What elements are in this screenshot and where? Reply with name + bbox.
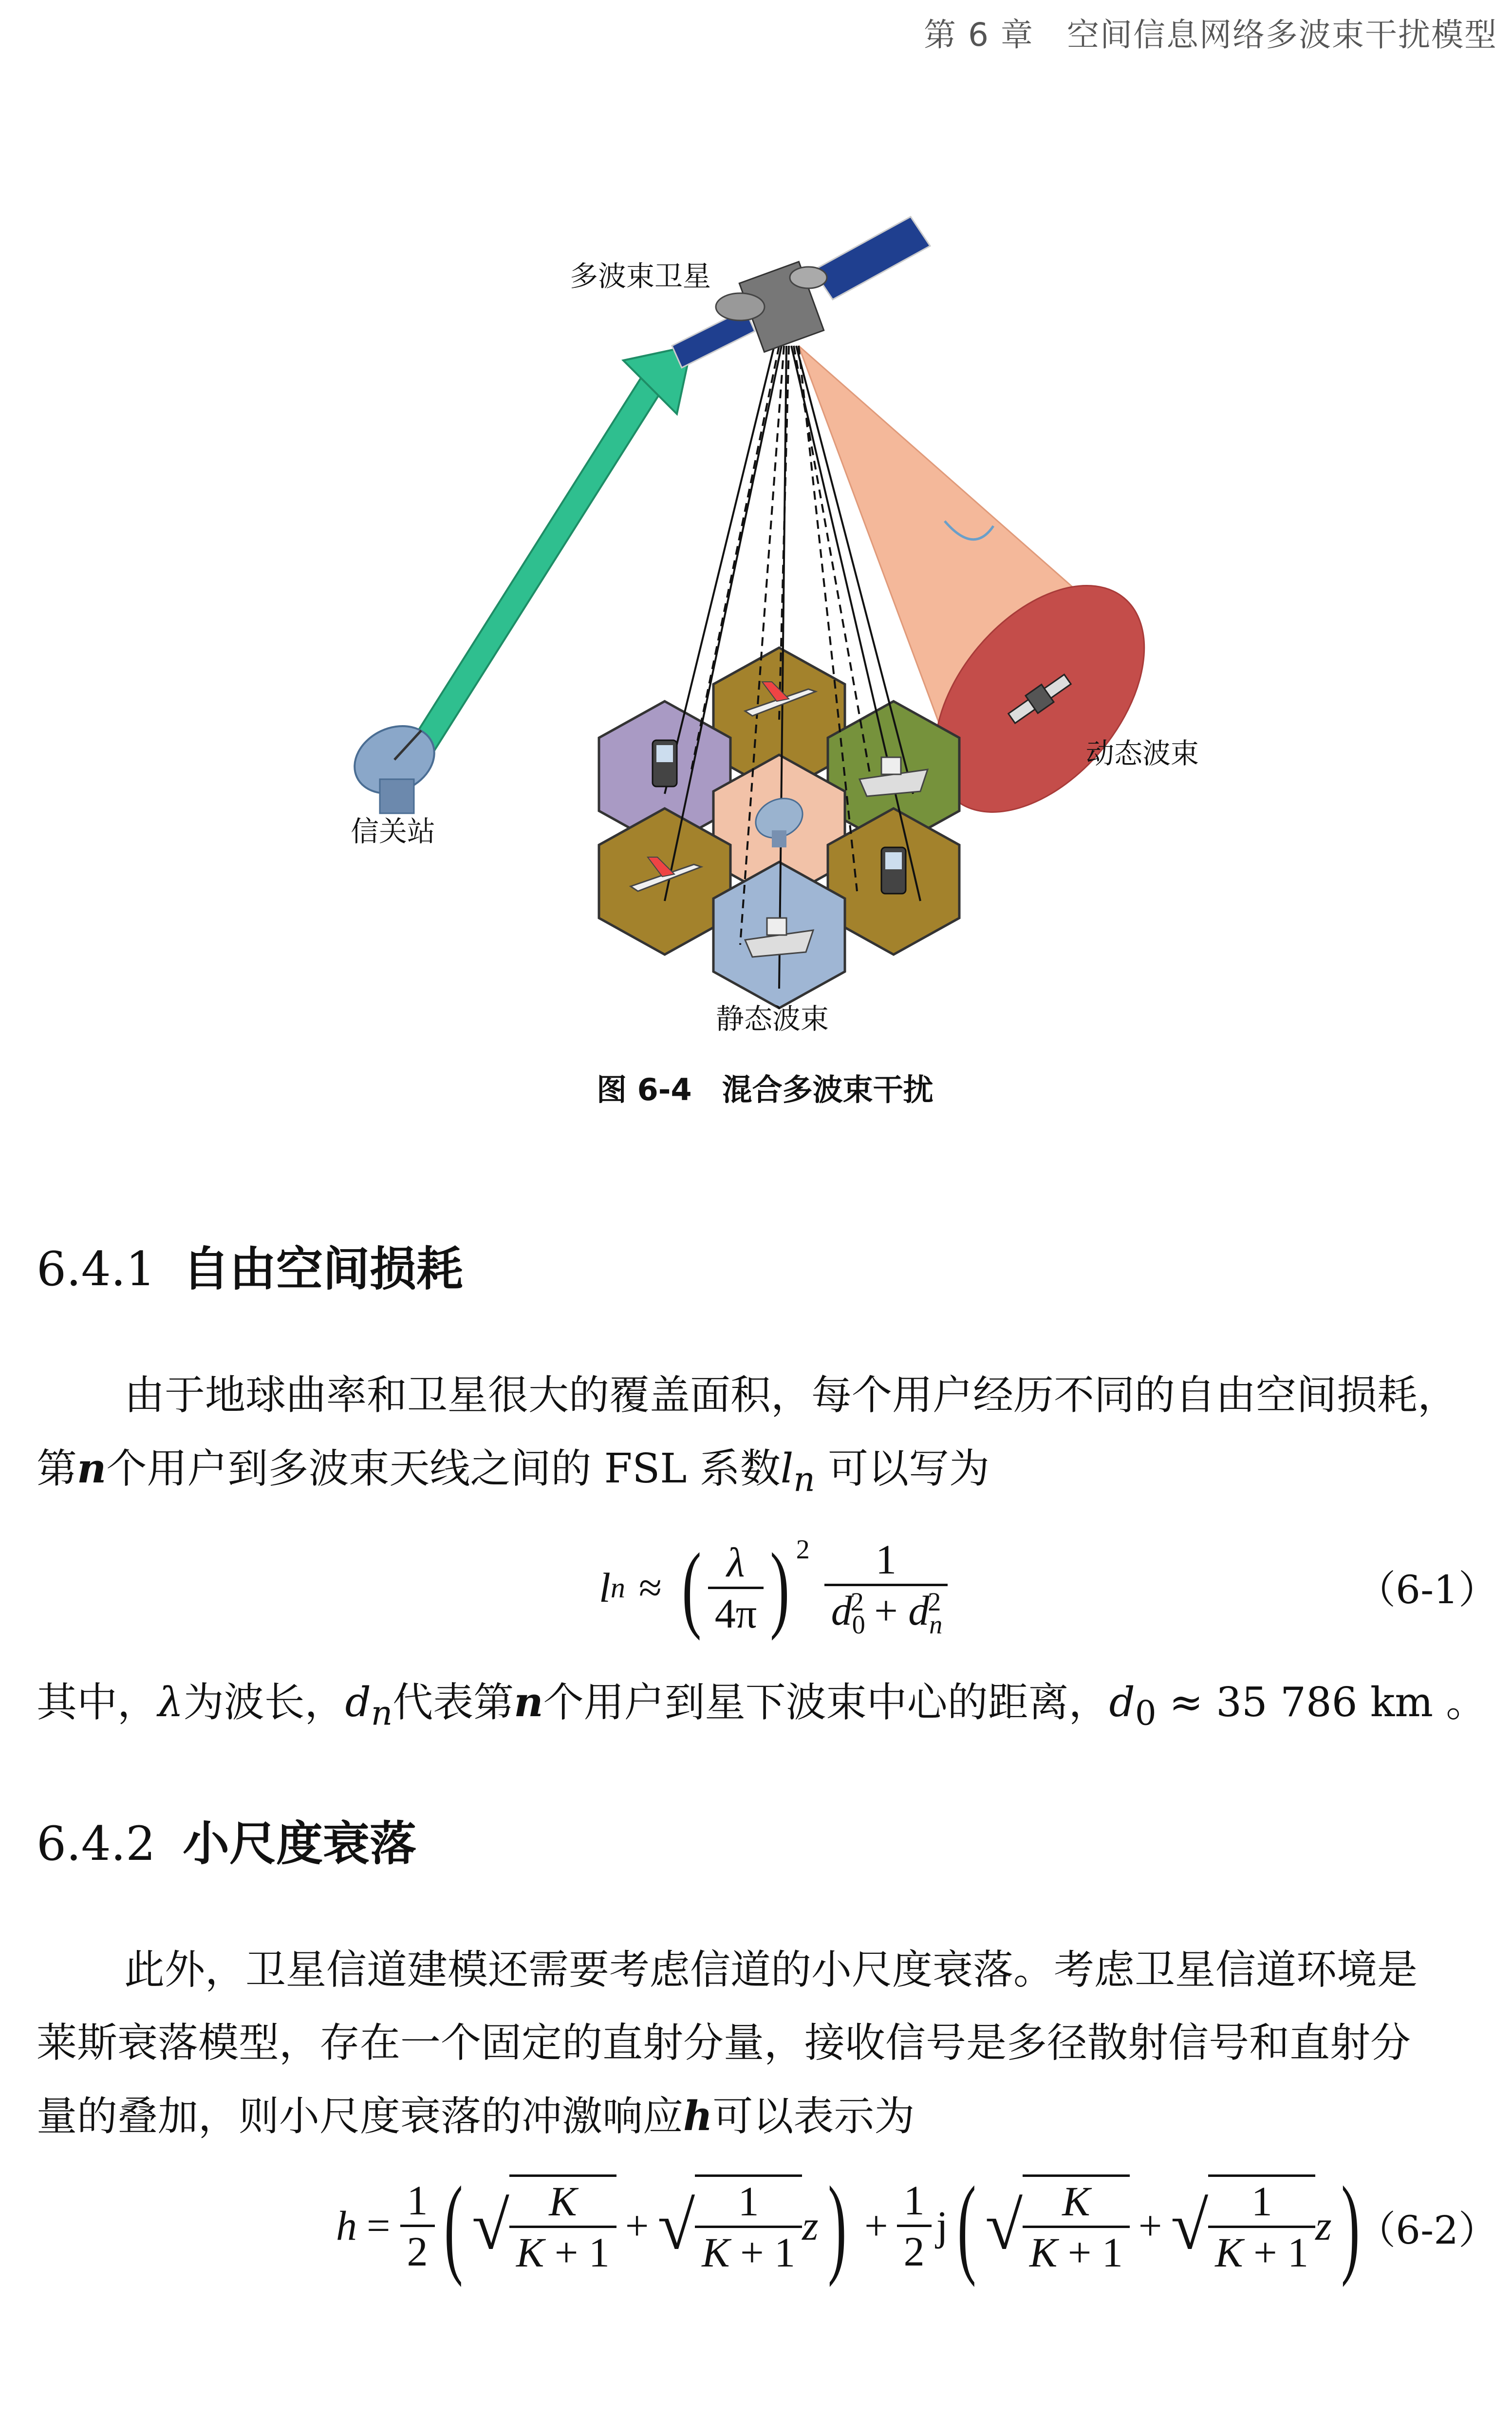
paragraph-line: 量的叠加，则小尺度衰落的冲激响应h可以表示为 (37, 2092, 915, 2140)
section-title: 自由空间损耗 (183, 1241, 463, 1296)
equation-number-6-1: （6-1） (1357, 1567, 1497, 1612)
paragraph-fsl (37, 1359, 1478, 1517)
running-header: 第 6 章 空间信息网络多波束干扰模型 (924, 16, 1497, 54)
section-title: 小尺度衰落 (183, 1816, 416, 1871)
equation-6-2: h = $\frac{1}{2}$ ( √ $\frac{K}{K + 1}$ + √ $\frac{1}{K + 1}$ z ) + $\frac{1}{2}$ j ( √ $\frac{K}{K + 1}$ + √ $\frac{1}{K + 1}$ z ) (336, 2163, 1360, 2287)
label-gateway: 信关站 (351, 815, 436, 848)
label-satellite: 多波束卫星 (570, 260, 711, 293)
equation-number-6-2: （6-2） (1357, 2208, 1497, 2253)
paragraph-line: 莱斯衰落模型，存在一个固定的直射分量，接收信号是多径散射信号和直射分 (37, 2019, 1411, 2066)
mobile-phone-icon (881, 847, 906, 894)
section-heading-6-4-2 (37, 1807, 416, 1873)
section-heading-6-4-1 (37, 1232, 463, 1299)
paragraph-where: 其中，λ为波长，$d_n$代表第n个用户到星下波束中心的距离，$d_0 \approx 35$ 786 km 。 (37, 1678, 1487, 1733)
paragraph-line: 此外，卫星信道建模还需要考虑信道的小尺度衰落。考虑卫星信道环境是 (124, 1946, 1418, 1993)
paragraph-line: 第n个用户到多波束天线之间的 FSL 系数$l_n$ 可以写为 (37, 1444, 990, 1499)
figure-caption: 图 6-4 混合多波束干扰 (597, 1072, 933, 1107)
label-static-beam: 静态波束 (716, 1002, 829, 1035)
section-number: 6.4.1 (37, 1242, 156, 1296)
mobile-phone-icon (653, 740, 677, 787)
paragraph-fading (37, 1933, 1478, 2153)
equation-6-1: l n ≈ ( $\frac{\lambda}{4\pi}$ ) $^2$ $\frac{1}{d_0^2 + d_n^2}$ (599, 1519, 948, 1656)
label-dynamic-beam: 动态波束 (1086, 737, 1199, 770)
paragraph-line: 由于地球曲率和卫星很大的覆盖面积，每个用户经历不同的自由空间损耗， (124, 1371, 1458, 1419)
mixed-beam-diagram (321, 185, 1208, 1052)
uplink-arrow (409, 346, 691, 760)
figure-6-4 (321, 185, 1208, 1052)
section-number: 6.4.2 (37, 1817, 156, 1871)
